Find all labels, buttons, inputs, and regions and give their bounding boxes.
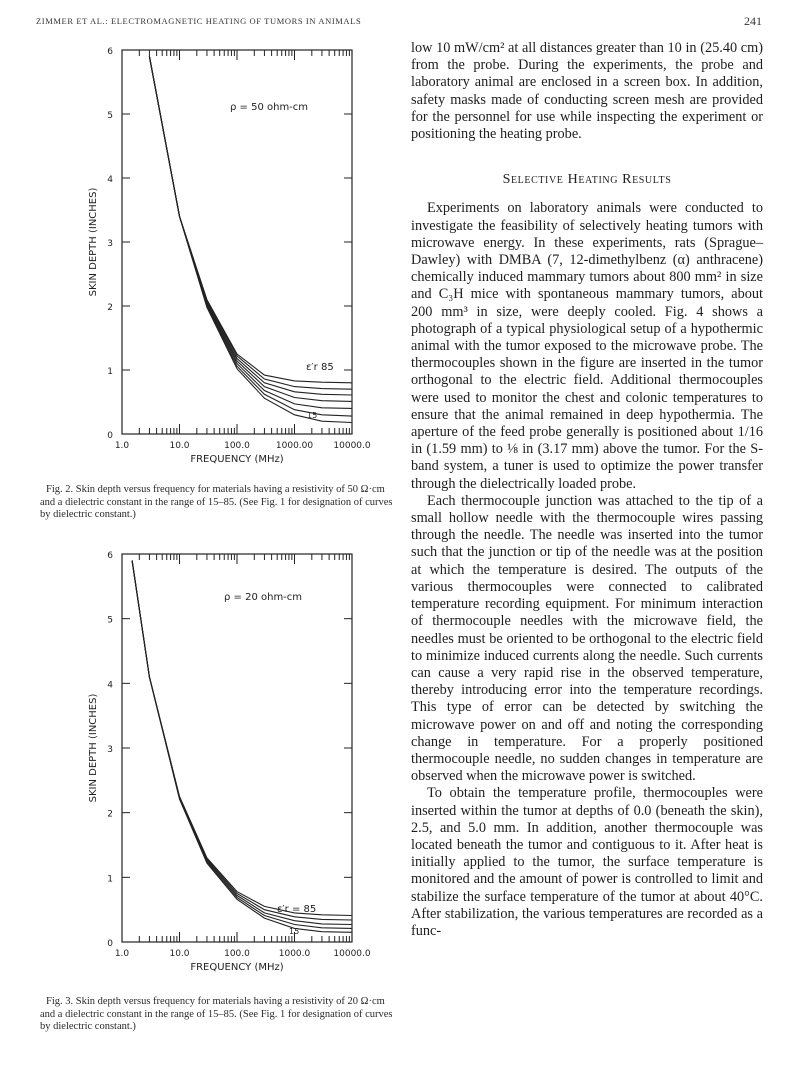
x-axis-label: FREQUENCY (MHz)	[190, 962, 284, 973]
figure-3-caption: Fig. 3. Skin depth versus frequency for materials having a resistivity of 20 Ω·cm and a dielectric constant in the range of 15–85. (See Fig. 1 for designation of curves by dielectric constant.)	[40, 996, 393, 1032]
x-tick-label: 100.0	[224, 441, 250, 451]
top-curve-label: ε′r = 85	[277, 904, 317, 915]
x-tick-labels	[115, 441, 371, 451]
skin-depth-curve	[132, 561, 352, 929]
x-tick-label: 10.0	[169, 949, 190, 959]
body-paragraph: low 10 mW/cm² at all distances greater than 10 in (25.40 cm) from the probe. During the experiments, the probe and laboratory animal are enclosed in a screen box. In addition, safety masks made of conducting screen mesh are provided for the personnel for use while inspecting the experiment or positioning the heating probe.	[411, 40, 763, 143]
y-tick-label: 2	[107, 303, 113, 313]
body-paragraph: To obtain the temperature profile, thermocouples were inserted within the tumor at depths of 0.0 (beneath the skin), 2.5, and 5.0 mm. In addition, another thermocouple was located beneath the tumor and contiguous to it. After heat is initially applied to the tumor, the surface temperature is monitored and the amount of power is controlled to limit and stabilize the surface temperature of the tumor at about 40°C. After stabilization, the various temperatures are recorded as a func-	[411, 785, 763, 939]
y-tick-label: 1	[107, 874, 113, 885]
bottom-curve-label: 15	[289, 927, 300, 936]
y-tick-label: 2	[107, 809, 113, 820]
y-tick-label: 1	[107, 367, 113, 377]
y-tick-labels	[107, 47, 113, 441]
x-axis-label: FREQUENCY (MHz)	[190, 454, 284, 465]
y-axis-label: SKIN DEPTH (INCHES)	[88, 187, 99, 297]
skin-depth-curve	[132, 561, 352, 933]
x-tick-label: 100.0	[224, 949, 250, 959]
body-paragraph: Experiments on laboratory animals were conducted to investigate the feasibility of selectively heating tumors with microwave energy. In these experiments, rats (Sprague–Dawley) with DMBA (7, 12-dimethylbenz (α) anthracene) chemically induced mammary tumors about 800 mm² in size and C₃H mice with spontaneous mammary tumors, about 200 mm³ in size, were deeply cooled. Fig. 4 shows a photograph of a typical physiological setup of a hypothermic animal with the tumor exposed to the microwave probe. The thermocouples shown in the figure are inserted in the tumor orthogonal to the electric field. Additional thermocouples were used to monitor the chest and colonic temperatures to ensure that the animal remained in deep hypothermia. The aperture of the feed probe generally is positioned about 1/16 in (1.59 mm) to ⅛ in (3.17 mm) above the tumor. For the S-band system, a tuner is used to optimize the power transfer through the dielectrically loaded probe.	[411, 200, 763, 492]
body-paragraph: Each thermocouple junction was attached to the tip of a small hollow needle with the thermocouple wires passing through the needle. The needle was inserted into the tumor such that the junction or tip of the needle was at the position at which the temperature is desired. The outputs of the various thermocouples were connected to calibrated temperature recording equipment. For minimum interaction of thermocouple needles with the microwave field, the needles must be oriented to be orthogonal to the electric field to minimize induced currents along the needle. Such currents can cause a very rapid rise in the observed temperature, thereby introducing error into the temperature recordings. This type of error can be detected by switching the microwave power on and off and noting the corresponding change in temperature. For a properly positioned thermocouple needle, no sudden changes in temperature are observed when the microwave power is switched.	[411, 492, 763, 785]
y-tick-label: 6	[107, 551, 113, 561]
figure-2-chart	[72, 42, 392, 474]
resistivity-label: ρ = 50 ohm-cm	[230, 102, 309, 113]
x-tick-label: 1.0	[114, 441, 130, 451]
y-tick-label: 4	[107, 680, 113, 691]
y-tick-label: 0	[107, 939, 113, 949]
y-tick-label: 5	[107, 111, 113, 121]
y-axis-label: SKIN DEPTH (INCHES)	[88, 693, 99, 803]
y-tick-labels	[107, 551, 113, 949]
figure-2-caption: Fig. 2. Skin depth versus frequency for materials having a resistivity of 50 Ω·cm and a dielectric constant in the range of 15–85. (See Fig. 1 for designation of curves by dielectric constant.)	[40, 484, 393, 520]
resistivity-label: ρ = 20 ohm-cm	[224, 592, 303, 603]
x-tick-label: 1000.00	[275, 441, 314, 451]
axis-ticks	[122, 554, 352, 942]
x-tick-label: 1.0	[114, 949, 130, 959]
running-head: ZIMMER ET AL.: ELECTROMAGNETIC HEATING OF TUMORS IN ANIMALS	[36, 16, 362, 26]
y-tick-label: 0	[107, 431, 113, 441]
plot-area-border	[122, 554, 352, 942]
figure-3-chart	[72, 542, 392, 974]
body-text-column	[411, 40, 763, 940]
x-tick-labels	[115, 949, 371, 959]
y-tick-label: 5	[107, 615, 113, 626]
chart-curves	[132, 561, 352, 933]
plot-frame	[122, 554, 352, 942]
y-tick-label: 6	[107, 47, 113, 57]
y-tick-label: 3	[107, 745, 113, 755]
x-tick-label: 10.0	[169, 441, 190, 451]
page-number: 241	[744, 14, 762, 28]
y-tick-label: 4	[107, 175, 113, 185]
bottom-curve-label: 15	[307, 411, 318, 420]
section-heading: Selective Heating Results	[502, 172, 672, 188]
x-tick-label: 10000.0	[333, 441, 371, 451]
x-tick-label: 1000.0	[278, 949, 311, 959]
y-tick-label: 3	[107, 239, 113, 249]
x-tick-label: 10000.0	[333, 949, 371, 959]
top-curve-label: ε′r 85	[306, 362, 334, 373]
